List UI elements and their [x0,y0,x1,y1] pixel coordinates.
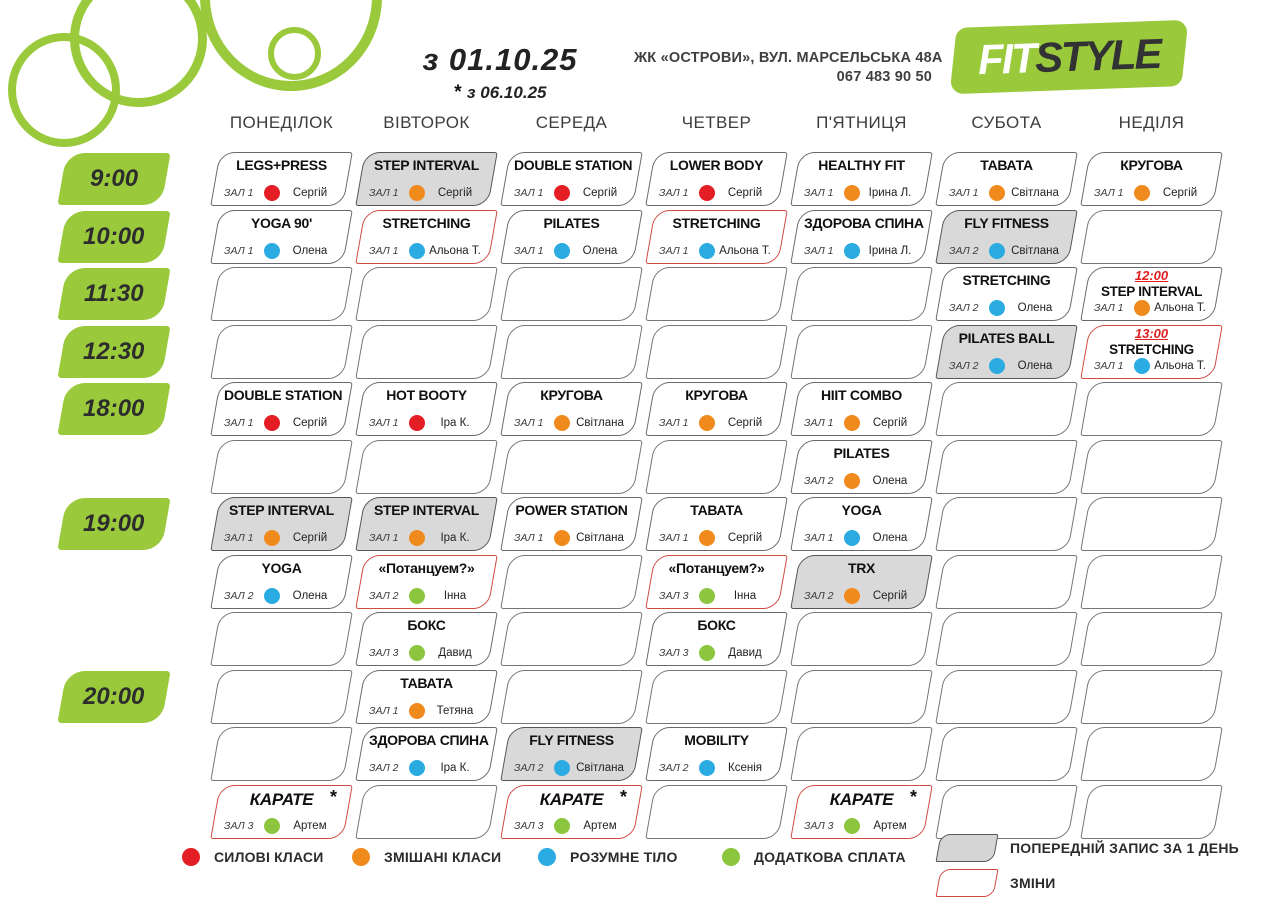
class-title: PILATES [833,444,890,461]
class-type-dot [699,415,715,431]
class-cell [790,382,933,436]
class-cell [355,152,498,206]
legend-dot-icon [352,848,370,866]
changed-time-note: 12:00 [1134,268,1169,283]
class-cell [935,152,1078,206]
room-label: ЗАЛ 1 [514,187,544,199]
class-type-dot [844,243,860,259]
room-label: ЗАЛ 2 [949,359,979,372]
class-title: КАРАТЕ [249,789,314,809]
trainer-name: Ксенія [728,762,762,774]
legend-item [352,848,501,866]
room-label: ЗАЛ 1 [369,244,399,257]
room-label: ЗАЛ 2 [369,762,399,774]
class-title: MOBILITY [684,732,749,748]
class-type-dot [844,185,860,201]
trainer-name: Давид [438,647,472,659]
legend-label: ЗМІШАНІ КЛАСИ [384,849,502,865]
phone-number: 067 483 90 50 [836,69,932,85]
empty-cell [1080,497,1223,551]
fitstyle-logo [950,20,1189,94]
class-title: YOGA [261,559,302,576]
schedule-grid [215,152,1218,839]
class-type-dot [409,185,425,201]
empty-cell [210,267,353,321]
class-title: PILATES [543,214,600,231]
class-cell [645,497,788,551]
class-type-dot [989,185,1005,201]
class-title: DOUBLE STATION [224,387,343,403]
time-label: 20:00 [57,671,170,723]
day-header: СУБОТА [971,113,1042,132]
class-type-dot [409,760,425,776]
room-label: ЗАЛ 1 [224,244,254,257]
empty-cell [935,555,1078,609]
legend-label: СИЛОВІ КЛАСИ [214,849,324,865]
trainer-name: Тетяна [436,704,474,717]
legend-item [722,848,906,866]
contact-block [634,50,943,85]
room-label: ЗАЛ 1 [224,187,254,199]
class-title: YOGA 90' [250,214,313,231]
trainer-name: Іра К. [440,532,470,544]
class-type-dot [699,645,715,661]
class-cell [210,555,353,609]
trainer-name: Сергій [292,417,328,429]
class-title: ЗДОРОВА СПИНА [369,732,489,748]
trainer-name: Іра К. [440,417,470,429]
class-title: STRETCHING [962,272,1051,288]
class-type-dot [409,645,425,661]
class-cell [355,670,498,724]
class-type-dot [554,818,570,834]
class-cell [210,497,353,551]
class-type-dot [699,760,715,776]
trainer-name: Сергій [727,417,763,429]
class-title: FLY FITNESS [529,732,614,748]
empty-cell [935,670,1078,724]
class-type-dot [844,588,860,604]
class-type-dot [264,818,280,834]
class-type-dot [1134,185,1150,201]
time-label: 19:00 [57,498,170,550]
empty-cell [790,612,933,666]
room-label: ЗАЛ 1 [949,187,979,199]
class-cell [500,210,643,264]
day-header: П'ЯТНИЦЯ [816,113,907,132]
class-cell [645,727,788,781]
trainer-name: Альона Т. [1154,359,1206,372]
empty-cell [935,440,1078,494]
room-label: ЗАЛ 2 [804,589,834,602]
empty-cell [210,612,353,666]
class-cell [500,497,643,551]
trainer-name: Олена [872,474,908,487]
class-title: БОКС [697,617,736,633]
effective-dates [400,42,600,104]
day-header: НЕДІЛЯ [1118,113,1185,132]
empty-cell [645,670,788,724]
trainer-name: Альона Т. [429,244,481,257]
empty-cell [790,267,933,321]
empty-cell [355,785,498,839]
class-cell [645,612,788,666]
time-label: 12:30 [57,326,170,378]
trainer-name: Сергій [727,532,763,544]
class-type-dot [554,530,570,546]
trainer-name: Світлана [1011,244,1059,257]
class-type-dot [264,588,280,604]
class-cell [645,210,788,264]
class-type-dot [844,473,860,489]
class-cell [210,210,353,264]
logo-style-text: STYLE [1033,29,1161,82]
room-label: ЗАЛ 1 [659,187,689,199]
empty-cell [500,670,643,724]
class-title: TRX [847,559,876,576]
room-label: ЗАЛ 1 [224,532,254,544]
trainer-name: Сергій [437,187,473,199]
empty-cell [1080,440,1223,494]
class-title: «Потанцуем?» [378,559,475,576]
room-label: ЗАЛ 1 [514,244,544,257]
day-header: ПОНЕДІЛОК [229,113,334,132]
class-cell [355,727,498,781]
class-type-dot [1134,358,1150,374]
trainer-name: Сергій [872,417,908,429]
trainer-name: Олена [292,244,328,257]
class-title: КАРАТЕ [829,789,894,809]
trainer-name: Олена [1017,302,1053,314]
class-cell [500,785,643,839]
room-label: ЗАЛ 1 [659,244,689,257]
class-title: STEP INTERVAL [1100,283,1203,299]
time-label: 10:00 [57,211,170,263]
empty-cell [500,325,643,379]
legend-box-item [938,869,1239,897]
class-title: ЗДОРОВА СПИНА [804,214,924,231]
address: ЖК «ОСТРОВИ», ВУЛ. МАРСЕЛЬСЬКА 48А [634,50,943,66]
class-type-dot [409,243,425,259]
class-title: STEP INTERVAL [373,157,479,173]
room-label: ЗАЛ 2 [224,589,254,602]
trainer-name: Олена [582,244,618,257]
room-label: ЗАЛ 1 [1094,302,1124,314]
class-cell [790,210,933,264]
class-title: DOUBLE STATION [514,157,633,173]
room-label: ЗАЛ 1 [1094,187,1124,199]
class-type-dot [264,415,280,431]
class-cell [935,325,1078,379]
prebooking-box-icon [936,834,999,862]
changed-time-note: 13:00 [1134,325,1169,341]
class-title: HEALTHY FIT [818,157,905,173]
class-type-dot [844,530,860,546]
trainer-name: Артем [873,819,907,832]
legend-dot-icon [538,848,556,866]
class-title: КРУГОВА [685,387,748,403]
room-label: ЗАЛ 1 [659,417,689,429]
room-label: ЗАЛ 1 [369,532,399,544]
class-title: LOWER BODY [669,157,764,173]
class-cell [210,152,353,206]
class-type-dot [1134,300,1150,316]
time-label: 18:00 [57,383,170,435]
empty-cell [790,670,933,724]
class-type-dot [989,300,1005,316]
empty-cell [210,440,353,494]
room-label: ЗАЛ 1 [369,417,399,429]
class-type-dot [554,415,570,431]
trainer-name: Сергій [582,187,618,199]
empty-cell [790,325,933,379]
class-cell [355,555,498,609]
class-cell [645,382,788,436]
class-type-dot [554,760,570,776]
empty-cell [210,325,353,379]
room-label: ЗАЛ 1 [804,244,834,257]
trainer-name: Сергій [727,187,763,199]
day-header-row [215,113,1218,133]
trainer-name: Інна [733,589,757,602]
class-title: КРУГОВА [1120,157,1183,173]
legend-label: РОЗУМНЕ ТІЛО [570,849,678,865]
class-cell [1080,152,1223,206]
logo-fit-text: FIT [977,34,1036,84]
room-label: ЗАЛ 1 [1094,359,1124,372]
empty-cell [935,497,1078,551]
empty-cell [1080,555,1223,609]
class-title: «Потанцуем?» [668,559,765,576]
trainer-name: Давид [728,647,762,659]
trainer-name: Олена [872,532,908,544]
room-label: ЗАЛ 3 [804,819,834,832]
asterisk-icon: * [329,786,337,807]
class-title: БОКС [407,617,446,633]
trainer-name: Іра К. [440,762,470,774]
class-type-dot [699,185,715,201]
class-type-dot [844,818,860,834]
class-cell [935,210,1078,264]
class-cell [355,382,498,436]
class-type-dot [989,243,1005,259]
class-title: STRETCHING [382,214,471,231]
legend-dot-icon [182,848,200,866]
empty-cell [1080,210,1223,264]
class-type-dot [409,588,425,604]
class-title: STEP INTERVAL [373,502,479,518]
empty-cell [355,440,498,494]
empty-cell [935,382,1078,436]
empty-cell [935,727,1078,781]
class-type-dot [989,358,1005,374]
class-cell [935,267,1078,321]
class-cell [790,785,933,839]
class-title: КРУГОВА [540,387,603,403]
trainer-name: Світлана [576,417,624,429]
empty-cell [645,785,788,839]
room-label: ЗАЛ 2 [369,589,399,602]
trainer-name: Альона Т. [1154,302,1206,314]
legend-box-item [938,834,1239,862]
class-cell [1080,325,1223,379]
trainer-name: Світлана [576,762,624,774]
start-date: з 01.10.25 [422,42,578,77]
empty-cell [1080,612,1223,666]
empty-cell [500,440,643,494]
class-cell [500,727,643,781]
class-type-dot [409,415,425,431]
class-type-dot [554,243,570,259]
class-type-dot [264,243,280,259]
class-cell [500,382,643,436]
class-cell [790,152,933,206]
class-title: HIIT COMBO [821,387,902,403]
asterisk-icon: * [909,786,917,807]
room-label: ЗАЛ 3 [659,589,689,602]
class-title: ТАВАТА [980,157,1033,173]
empty-cell [1080,727,1223,781]
trainer-name: Інна [443,589,467,602]
empty-cell [645,267,788,321]
empty-cell [1080,785,1223,839]
class-title: PILATES BALL [958,329,1055,346]
class-title: STEP INTERVAL [228,502,334,518]
class-title: LEGS+PRESS [236,157,327,173]
room-label: ЗАЛ 1 [659,532,689,544]
room-label: ЗАЛ 2 [804,474,834,487]
class-type-dot [844,415,860,431]
time-label: 9:00 [57,153,170,205]
empty-cell [645,325,788,379]
class-title: КАРАТЕ [539,789,604,809]
class-type-dot [699,243,715,259]
legend-label: ПОПЕРЕДНІЙ ЗАПИС ЗА 1 ДЕНЬ [1010,840,1239,856]
room-label: ЗАЛ 2 [949,244,979,257]
trainer-name: Ірина Л. [868,244,912,257]
legend-label: ДОДАТКОВА СПЛАТА [754,849,906,865]
legend-label: ЗМІНИ [1010,875,1056,891]
class-cell [790,440,933,494]
empty-cell [500,612,643,666]
trainer-name: Артем [583,819,617,832]
class-cell [210,382,353,436]
class-type-dot [554,185,570,201]
class-type-dot [409,530,425,546]
class-type-dot [699,530,715,546]
legend-item [182,848,323,866]
class-cell [645,152,788,206]
trainer-name: Олена [1017,359,1053,372]
empty-cell [935,785,1078,839]
empty-cell [355,267,498,321]
empty-cell [1080,670,1223,724]
room-label: ЗАЛ 1 [514,417,544,429]
trainer-name: Олена [292,589,328,602]
trainer-name: Артем [293,819,327,832]
trainer-name: Сергій [292,187,328,199]
class-type-dot [264,530,280,546]
class-cell [355,210,498,264]
legend-boxes [938,834,1239,904]
class-title: HOT BOOTY [386,387,467,403]
class-title: ТАВАТА [690,502,743,518]
trainer-name: Світлана [576,532,624,544]
class-title: STRETCHING [1109,341,1194,357]
day-header: ЧЕТВЕР [681,113,752,132]
trainer-name: Ірина Л. [868,187,912,199]
room-label: ЗАЛ 1 [804,187,834,199]
room-label: ЗАЛ 1 [514,532,544,544]
class-title: ТАВАТА [400,674,453,691]
class-cell [500,152,643,206]
class-type-dot [409,703,425,719]
class-title: POWER STATION [515,502,628,518]
empty-cell [790,727,933,781]
decor-circle-icon [268,27,321,80]
room-label: ЗАЛ 2 [514,762,544,774]
empty-cell [210,670,353,724]
class-type-dot [264,185,280,201]
class-cell [645,555,788,609]
empty-cell [935,612,1078,666]
class-cell [210,785,353,839]
class-type-dot [699,588,715,604]
alt-start-date: * з 06.10.25 [453,82,547,103]
room-label: ЗАЛ 1 [224,417,254,429]
day-header: СЕРЕДА [535,113,608,132]
class-title: STRETCHING [672,214,761,231]
room-label: ЗАЛ 1 [804,417,834,429]
empty-cell [500,267,643,321]
asterisk-icon: * [453,82,461,103]
trainer-name: Сергій [872,589,908,602]
legend-dot-icon [722,848,740,866]
room-label: ЗАЛ 1 [369,704,399,717]
asterisk-icon: * [619,786,627,807]
class-cell [1080,267,1223,321]
class-cell [355,612,498,666]
room-label: ЗАЛ 1 [804,532,834,544]
room-label: ЗАЛ 1 [369,187,399,199]
room-label: ЗАЛ 3 [224,819,254,832]
class-cell [790,555,933,609]
changes-box-icon [936,869,999,897]
room-label: ЗАЛ 2 [659,762,689,774]
room-label: ЗАЛ 3 [514,819,544,832]
class-title: FLY FITNESS [964,214,1049,231]
trainer-name: Сергій [1162,187,1198,199]
room-label: ЗАЛ 3 [659,647,689,659]
class-cell [355,497,498,551]
empty-cell [210,727,353,781]
trainer-name: Світлана [1011,187,1059,199]
room-label: ЗАЛ 3 [369,647,399,659]
class-cell [790,497,933,551]
day-header: ВІВТОРОК [383,113,470,132]
empty-cell [1080,382,1223,436]
trainer-name: Альона Т. [719,244,771,257]
empty-cell [645,440,788,494]
class-title: YOGA [841,502,882,518]
time-label: 11:30 [57,268,170,320]
trainer-name: Сергій [292,532,328,544]
empty-cell [500,555,643,609]
empty-cell [355,325,498,379]
room-label: ЗАЛ 2 [949,302,979,314]
legend-item [538,848,678,866]
